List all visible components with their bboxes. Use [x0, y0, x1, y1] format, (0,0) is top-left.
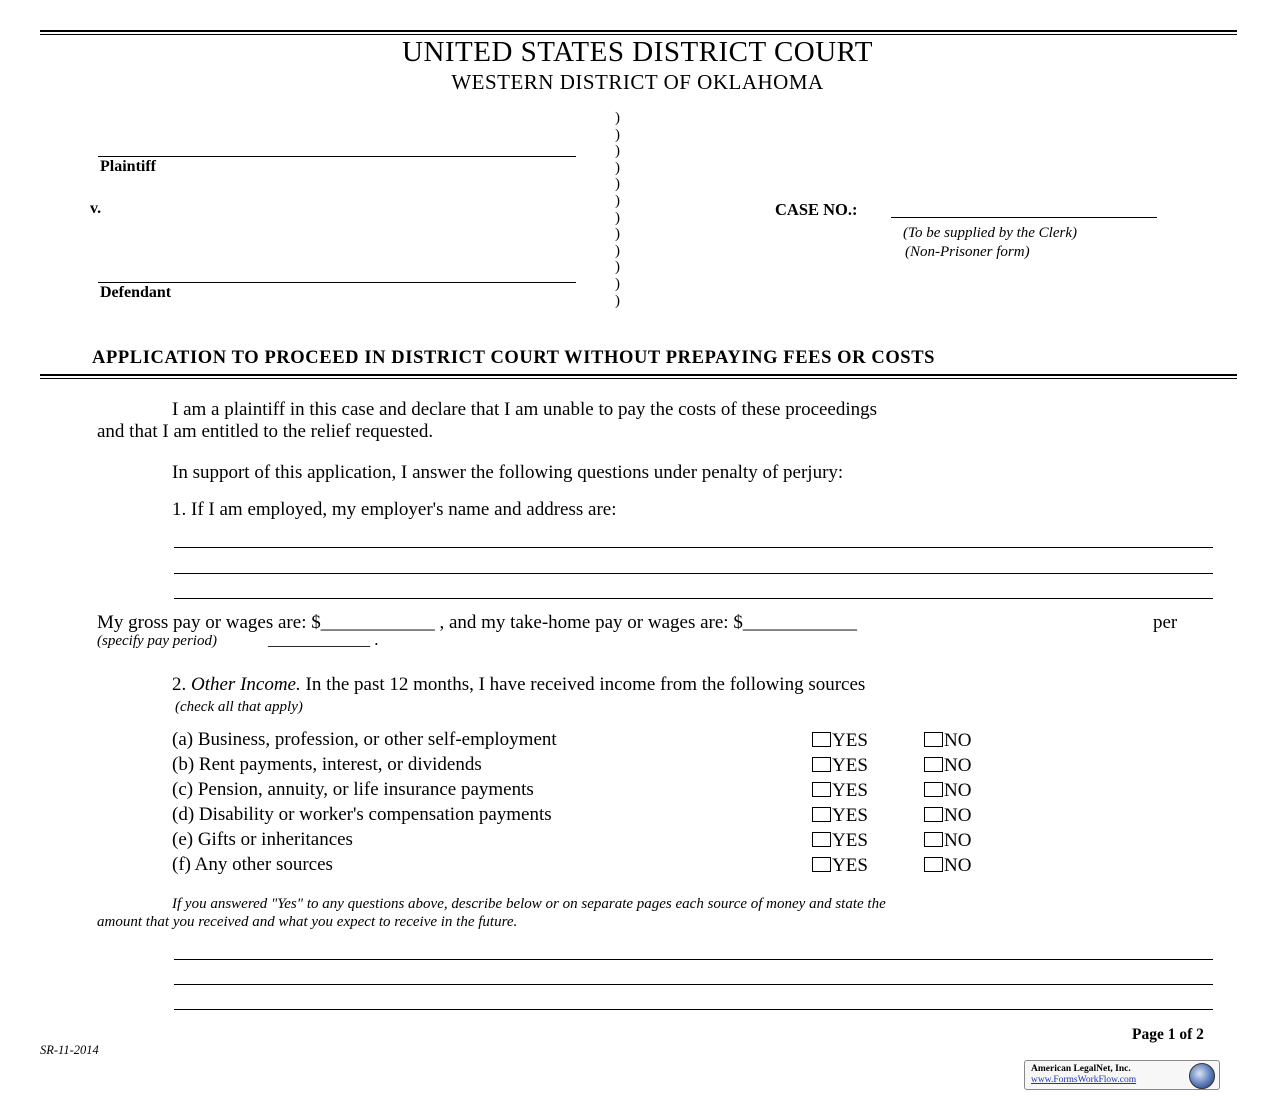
yes-checkbox[interactable]	[812, 782, 831, 797]
defendant-name-line[interactable]	[98, 282, 576, 283]
logo-url-link[interactable]: www.FormsWorkFlow.com	[1031, 1075, 1137, 1085]
paren: )	[615, 192, 620, 209]
employer-line-2[interactable]	[174, 573, 1213, 574]
income-source-label: (a) Business, profession, or other self-employment	[172, 729, 557, 750]
defendant-label: Defendant	[100, 284, 172, 301]
no-label: NO	[944, 830, 972, 851]
no-option	[924, 780, 971, 802]
no-label: NO	[944, 755, 972, 776]
no-checkbox[interactable]	[924, 832, 943, 847]
question-2-heading	[172, 674, 865, 696]
form-type-note: (Non-Prisoner form)	[905, 244, 1030, 260]
page-number: Page 1 of 2	[1132, 1026, 1204, 1043]
caption-separator	[615, 110, 629, 309]
yes-checkbox[interactable]	[812, 832, 831, 847]
per-label: per	[1153, 612, 1178, 633]
no-checkbox[interactable]	[924, 857, 943, 872]
paren: )	[615, 292, 620, 309]
logo-company-name: American LegalNet, Inc.	[1031, 1064, 1131, 1074]
yes-checkbox[interactable]	[812, 757, 831, 772]
paren: )	[615, 110, 620, 126]
yes-label: YES	[832, 805, 868, 826]
explain-instruction-1: If you answered "Yes" to any questions above, describe below or on separate pages each source of money and state the	[172, 896, 886, 912]
paren: )	[615, 226, 620, 243]
no-option	[924, 755, 971, 777]
no-option	[924, 830, 971, 852]
title-rule	[40, 374, 1237, 379]
yes-label: YES	[832, 730, 868, 751]
no-option	[924, 855, 971, 877]
income-source-label: (b) Rent payments, interest, or dividends	[172, 754, 482, 775]
declaration-line-2: and that I am entitled to the relief requested.	[97, 421, 434, 442]
paren: )	[615, 126, 620, 143]
explain-instruction-2: amount that you received and what you expect to receive in the future.	[97, 914, 518, 930]
check-all-note: (check all that apply)	[175, 699, 303, 715]
explain-line-2[interactable]	[174, 984, 1213, 985]
form-title: APPLICATION TO PROCEED IN DISTRICT COURT WITHOUT PREPAYING FEES OR COSTS	[92, 348, 936, 368]
question-2-title: Other Income.	[191, 674, 301, 695]
income-source-label: (e) Gifts or inheritances	[172, 829, 353, 850]
declaration-line-1: I am a plaintiff in this case and declare that I am unable to pay the costs of these proceedings	[172, 399, 878, 420]
income-yes-no	[812, 780, 972, 802]
yes-label: YES	[832, 830, 868, 851]
paren: )	[615, 209, 620, 226]
yes-label: YES	[832, 855, 868, 876]
paren: )	[615, 143, 620, 160]
no-option	[924, 730, 971, 752]
income-yes-no	[812, 855, 972, 877]
paren: )	[615, 275, 620, 292]
no-label: NO	[944, 730, 972, 751]
pay-period-label: (specify pay period)	[97, 633, 217, 649]
income-source-label: (d) Disability or worker's compensation payments	[172, 804, 552, 825]
case-number-label: CASE NO.:	[775, 200, 858, 219]
district-name: WESTERN DISTRICT OF OKLAHOMA	[451, 70, 824, 94]
paren: )	[615, 259, 620, 276]
explain-line-1[interactable]	[174, 959, 1213, 960]
yes-checkbox[interactable]	[812, 732, 831, 747]
employer-line-3[interactable]	[174, 598, 1213, 599]
income-yes-no	[812, 805, 972, 827]
no-label: NO	[944, 780, 972, 801]
paren: )	[615, 176, 620, 193]
no-checkbox[interactable]	[924, 732, 943, 747]
income-yes-no	[812, 830, 972, 852]
no-label: NO	[944, 805, 972, 826]
income-yes-no	[812, 755, 972, 777]
income-source-label: (c) Pension, annuity, or life insurance payments	[172, 779, 534, 800]
case-number-field[interactable]	[891, 217, 1157, 218]
support-statement: In support of this application, I answer the following questions under penalty of perjury:	[172, 462, 844, 483]
income-yes-no	[812, 730, 972, 752]
question-1-employer: 1. If I am employed, my employer's name and address are:	[172, 499, 617, 520]
form-code: SR-11-2014	[40, 1043, 99, 1057]
no-checkbox[interactable]	[924, 757, 943, 772]
pay-period-field[interactable]: ____________ .	[268, 630, 379, 649]
plaintiff-name-line[interactable]	[98, 156, 576, 157]
no-option	[924, 805, 971, 827]
versus-label: v.	[90, 200, 102, 217]
yes-label: YES	[832, 780, 868, 801]
paren: )	[615, 242, 620, 259]
no-checkbox[interactable]	[924, 807, 943, 822]
question-2-text: In the past 12 months, I have received income from the following sources	[305, 674, 866, 695]
yes-checkbox[interactable]	[812, 807, 831, 822]
top-rule	[40, 30, 1237, 35]
question-2-number: 2.	[172, 674, 187, 695]
globe-icon	[1189, 1063, 1215, 1089]
yes-label: YES	[832, 755, 868, 776]
no-label: NO	[944, 855, 972, 876]
gross-pay-statement[interactable]: My gross pay or wages are: $____________ , and my take-home pay or wages are: $____________	[97, 612, 857, 633]
yes-checkbox[interactable]	[812, 857, 831, 872]
paren: )	[615, 159, 620, 176]
clerk-note: (To be supplied by the Clerk)	[903, 225, 1078, 241]
no-checkbox[interactable]	[924, 782, 943, 797]
employer-line-1[interactable]	[174, 547, 1213, 548]
publisher-logo[interactable]	[1024, 1060, 1220, 1090]
plaintiff-label: Plaintiff	[100, 158, 156, 175]
explain-line-3[interactable]	[174, 1009, 1213, 1010]
court-title: UNITED STATES DISTRICT COURT	[402, 36, 873, 68]
income-source-label: (f) Any other sources	[172, 854, 333, 875]
